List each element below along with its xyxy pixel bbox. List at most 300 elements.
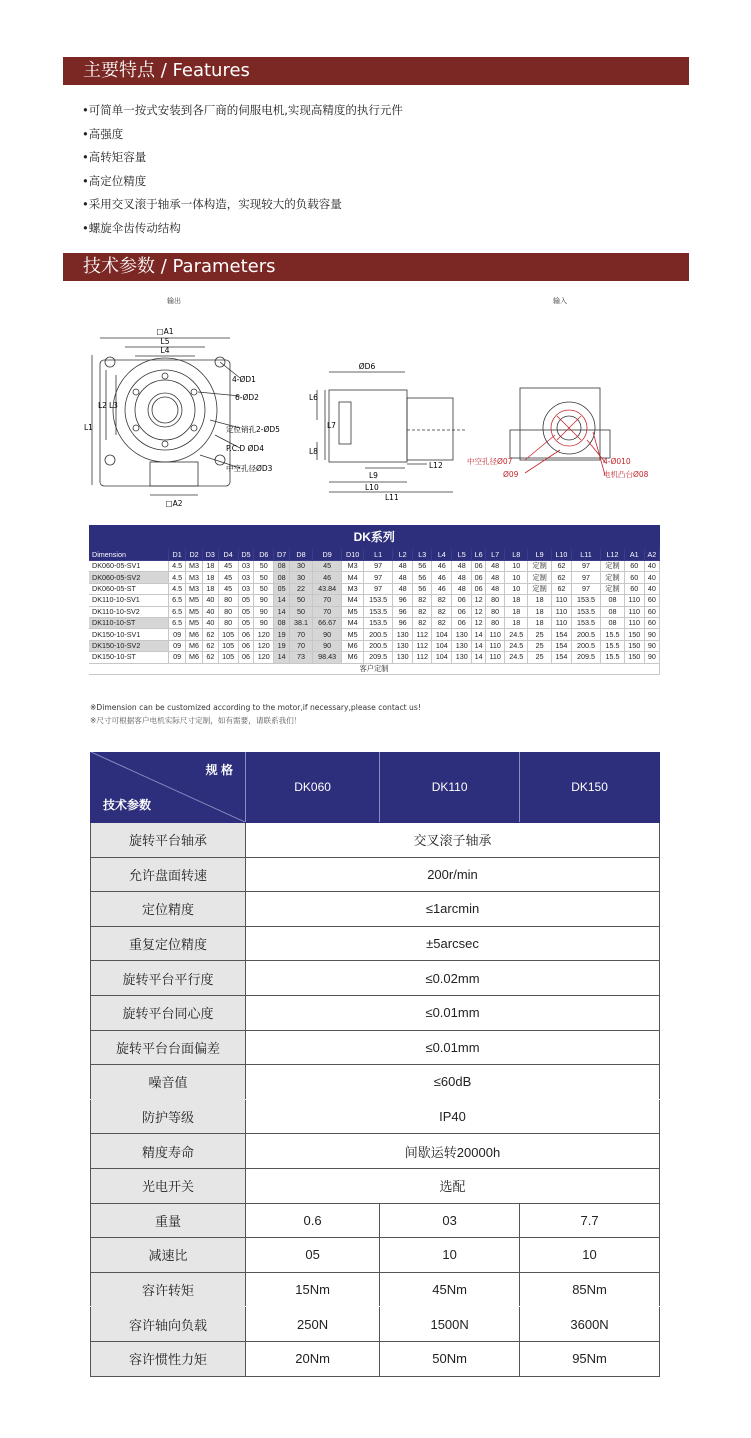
- dk-header-cell: L6: [472, 549, 486, 561]
- dk-value-cell: 62: [551, 583, 571, 594]
- dk-value-cell: 40: [203, 617, 219, 628]
- dk-value-cell: M5: [186, 617, 203, 628]
- dk-value-cell: 6.5: [169, 617, 186, 628]
- param-value-cell: 05: [246, 1238, 380, 1273]
- dk-value-cell: 45: [218, 583, 238, 594]
- param-row: [91, 1065, 660, 1100]
- dk-value-cell: 18: [203, 583, 219, 594]
- dk-value-cell: 120: [254, 652, 274, 663]
- dk-value-cell: 定制: [528, 572, 552, 583]
- dk-value-cell: 62: [551, 561, 571, 572]
- dk-value-cell: 48: [486, 561, 505, 572]
- a1-label: □A1: [156, 327, 174, 336]
- param-label-cell: 精度寿命: [91, 1134, 246, 1169]
- side-view-drawing: [305, 360, 470, 505]
- dk-header-cell: Dimension: [89, 549, 169, 561]
- dk-value-cell: 24.5: [505, 640, 528, 651]
- dk-value-cell: 110: [486, 640, 505, 651]
- param-row: [91, 1203, 660, 1238]
- dk-value-cell: 18: [528, 606, 552, 617]
- dk-value-cell: 15.5: [601, 652, 625, 663]
- dk-value-cell: M6: [186, 640, 203, 651]
- param-value-cell: 95Nm: [520, 1341, 660, 1376]
- dk-value-cell: 70: [313, 595, 342, 606]
- dk-value-cell: 43.84: [313, 583, 342, 594]
- dk-model-cell: DK110-10-SV1: [89, 595, 169, 606]
- dk-value-cell: 209.5: [364, 652, 393, 663]
- dk-value-cell: 4.5: [169, 561, 186, 572]
- dk-value-cell: 82: [413, 595, 432, 606]
- dk-value-cell: 150: [624, 640, 644, 651]
- model-dk060: DK060: [246, 752, 380, 823]
- dk-value-cell: 153.5: [571, 606, 600, 617]
- param-row: [91, 1030, 660, 1065]
- dk-value-cell: 112: [413, 640, 432, 651]
- feature-item: •高强度: [82, 126, 124, 141]
- dk-value-cell: 110: [551, 617, 571, 628]
- dk-value-cell: M4: [342, 572, 364, 583]
- dk-value-cell: 82: [413, 617, 432, 628]
- param-row: [91, 1099, 660, 1134]
- dk-header-cell: L5: [452, 549, 472, 561]
- dk-header-cell: A2: [644, 549, 659, 561]
- d6-label: ØD6: [358, 362, 376, 371]
- dk-value-cell: 200.5: [571, 640, 600, 651]
- dk-value-cell: 08: [274, 572, 290, 583]
- dk-value-cell: 46: [432, 561, 452, 572]
- dk-model-cell: DK150-10-ST: [89, 652, 169, 663]
- dk-value-cell: M3: [186, 572, 203, 583]
- param-row: [91, 1238, 660, 1273]
- dk-value-cell: 154: [551, 629, 571, 640]
- dk-value-cell: 97: [364, 583, 393, 594]
- dk-value-cell: 08: [601, 606, 625, 617]
- model-dk150: DK150: [520, 752, 660, 823]
- param-row: [91, 892, 660, 927]
- dk-value-cell: 48: [393, 561, 413, 572]
- dk-value-cell: 08: [601, 617, 625, 628]
- dk-value-cell: M5: [186, 595, 203, 606]
- dk-value-cell: 06: [452, 606, 472, 617]
- dk-value-cell: 48: [452, 572, 472, 583]
- dk-value-cell: 97: [571, 561, 600, 572]
- dk-header-cell: D3: [203, 549, 219, 561]
- dk-note-en: ※Dimension can be customized according to the motor,if necessary,please contact us!: [90, 703, 421, 712]
- dk-value-cell: 定制: [528, 561, 552, 572]
- dk-value-cell: 50: [289, 606, 312, 617]
- dk-value-cell: 08: [601, 595, 625, 606]
- dk-value-cell: M6: [186, 629, 203, 640]
- dk-value-cell: 06: [472, 583, 486, 594]
- param-value-cell: 3600N: [520, 1307, 660, 1342]
- dk-value-cell: 18: [505, 617, 528, 628]
- dk-value-cell: 90: [254, 595, 274, 606]
- param-value-cell: 1500N: [380, 1307, 520, 1342]
- dk-value-cell: 06: [238, 629, 254, 640]
- param-value-cell: ≤0.02mm: [246, 961, 660, 996]
- dk-value-cell: 48: [393, 583, 413, 594]
- d9-label: Ø09: [503, 470, 519, 479]
- param-label-cell: 光电开关: [91, 1168, 246, 1203]
- dk-value-cell: 50: [254, 583, 274, 594]
- dk-value-cell: 18: [203, 572, 219, 583]
- l6-label: L6: [309, 393, 318, 402]
- param-label-cell: 容许轴向负载: [91, 1307, 246, 1342]
- dk-value-cell: 209.5: [571, 652, 600, 663]
- dk-value-cell: 60: [624, 572, 644, 583]
- dk-value-cell: 05: [238, 606, 254, 617]
- dk-value-cell: M3: [186, 583, 203, 594]
- dk-value-cell: 97: [364, 561, 393, 572]
- dk-table-row: [89, 640, 660, 651]
- dk-value-cell: 60: [644, 606, 659, 617]
- dk-value-cell: 98.43: [313, 652, 342, 663]
- dk-value-cell: 150: [624, 629, 644, 640]
- dk-value-cell: 6.5: [169, 606, 186, 617]
- dk-value-cell: 50: [289, 595, 312, 606]
- param-row: [91, 1341, 660, 1376]
- dk-value-cell: 48: [393, 572, 413, 583]
- param-value-cell: 15Nm: [246, 1272, 380, 1307]
- dk-header-cell: L8: [505, 549, 528, 561]
- dk-value-cell: 14: [472, 640, 486, 651]
- feature-item: •采用交叉滚于轴承一体构造，实现较大的负载容量: [82, 197, 342, 212]
- a2-label: □A2: [165, 499, 183, 508]
- dk-value-cell: 105: [218, 629, 238, 640]
- l2-label: L2: [98, 401, 107, 410]
- dk-header-cell: L12: [601, 549, 625, 561]
- feature-item: •高定位精度: [82, 173, 147, 188]
- dk-header-cell: L10: [551, 549, 571, 561]
- param-value-cell: ≤60dB: [246, 1065, 660, 1100]
- dk-value-cell: M6: [342, 640, 364, 651]
- param-value-cell: 50Nm: [380, 1341, 520, 1376]
- dk-value-cell: 06: [472, 572, 486, 583]
- dk-value-cell: 110: [624, 606, 644, 617]
- dk-value-cell: 56: [413, 572, 432, 583]
- input-label: 输入: [553, 297, 567, 305]
- dk-value-cell: 82: [413, 606, 432, 617]
- param-value-cell: 250N: [246, 1307, 380, 1342]
- dk-value-cell: 82: [432, 595, 452, 606]
- dk-value-cell: 18: [528, 617, 552, 628]
- param-value-cell: ≤0.01mm: [246, 1030, 660, 1065]
- dk-value-cell: M4: [342, 595, 364, 606]
- dk-value-cell: M3: [186, 561, 203, 572]
- param-label-cell: 噪音值: [91, 1065, 246, 1100]
- param-label-cell: 防护等级: [91, 1099, 246, 1134]
- dk-value-cell: 40: [644, 572, 659, 583]
- dk-value-cell: 96: [393, 617, 413, 628]
- param-label-cell: 旋转平台同心度: [91, 995, 246, 1030]
- param-label-cell: 旋转平台台面偏差: [91, 1030, 246, 1065]
- dk-value-cell: 73: [289, 652, 312, 663]
- dk-model-cell: DK060-05-ST: [89, 583, 169, 594]
- param-row: [91, 823, 660, 858]
- dk-value-cell: 06: [452, 595, 472, 606]
- dk-table-row: [89, 595, 660, 606]
- dk-value-cell: 82: [432, 606, 452, 617]
- dk-value-cell: 70: [289, 629, 312, 640]
- dk-value-cell: 19: [274, 629, 290, 640]
- param-value-cell: 200r/min: [246, 857, 660, 892]
- dk-header-cell: L2: [393, 549, 413, 561]
- dk-value-cell: 120: [254, 629, 274, 640]
- param-value-cell: ≤0.01mm: [246, 995, 660, 1030]
- dk-value-cell: 110: [624, 595, 644, 606]
- dk-value-cell: M5: [342, 606, 364, 617]
- dk-value-cell: M3: [342, 583, 364, 594]
- dk-value-cell: 130: [393, 640, 413, 651]
- dk-header-cell: D4: [218, 549, 238, 561]
- dk-value-cell: 14: [274, 652, 290, 663]
- dk-value-cell: M6: [342, 652, 364, 663]
- dk-value-cell: 90: [644, 640, 659, 651]
- dk-value-cell: 06: [472, 561, 486, 572]
- dk-value-cell: 200.5: [364, 629, 393, 640]
- param-label-cell: 旋转平台平行度: [91, 961, 246, 996]
- dk-value-cell: 97: [571, 583, 600, 594]
- dk-value-cell: 80: [486, 606, 505, 617]
- dk-value-cell: 70: [313, 606, 342, 617]
- dk-value-cell: 06: [238, 640, 254, 651]
- l5-label: L5: [160, 337, 170, 346]
- dk-value-cell: 62: [551, 572, 571, 583]
- dk-custom-note: 客户定制: [89, 663, 660, 674]
- d2-label: 6-ØD2: [235, 393, 259, 402]
- back-view-drawing: [465, 380, 665, 490]
- dk-value-cell: 18: [528, 595, 552, 606]
- dk-value-cell: 66.67: [313, 617, 342, 628]
- dk-value-cell: 90: [313, 640, 342, 651]
- dk-model-cell: DK110-10-ST: [89, 617, 169, 628]
- dk-value-cell: 80: [486, 617, 505, 628]
- dk-value-cell: 定制: [528, 583, 552, 594]
- dk-value-cell: 104: [432, 652, 452, 663]
- l1-label: L1: [84, 423, 93, 432]
- dk-value-cell: 6.5: [169, 595, 186, 606]
- dk-value-cell: 05: [238, 617, 254, 628]
- dk-value-cell: 96: [393, 606, 413, 617]
- dk-value-cell: 62: [203, 640, 219, 651]
- dk-value-cell: 97: [571, 572, 600, 583]
- dk-value-cell: 82: [432, 617, 452, 628]
- dk-value-cell: 105: [218, 640, 238, 651]
- dk-value-cell: 60: [644, 595, 659, 606]
- param-row: [91, 1134, 660, 1169]
- param-row: [91, 961, 660, 996]
- output-label: 输出: [167, 297, 181, 305]
- dk-value-cell: 18: [203, 561, 219, 572]
- dk-model-cell: DK150-10-SV1: [89, 629, 169, 640]
- dk-value-cell: 06: [238, 652, 254, 663]
- dk-value-cell: M4: [342, 617, 364, 628]
- dk-value-cell: 200.5: [364, 640, 393, 651]
- dk-header-cell: D1: [169, 549, 186, 561]
- dk-value-cell: 定制: [601, 583, 625, 594]
- dk-value-cell: 110: [551, 595, 571, 606]
- param-value-cell: ≤1arcmin: [246, 892, 660, 927]
- dk-value-cell: 45: [218, 572, 238, 583]
- d5-label: 定位销孔2-ØD5: [226, 425, 280, 434]
- dk-value-cell: 10: [505, 561, 528, 572]
- dk-model-cell: DK060-05-SV2: [89, 572, 169, 583]
- dk-value-cell: M6: [186, 652, 203, 663]
- dk-value-cell: 80: [486, 595, 505, 606]
- dk-value-cell: 60: [624, 561, 644, 572]
- dk-value-cell: 38.1: [289, 617, 312, 628]
- dk-header-cell: L11: [571, 549, 600, 561]
- dk-value-cell: 09: [169, 652, 186, 663]
- param-label: 技术参数: [103, 798, 152, 812]
- param-row: [91, 926, 660, 961]
- l12-label: L12: [429, 461, 443, 470]
- dk-value-cell: 30: [289, 561, 312, 572]
- dk-value-cell: 12: [472, 617, 486, 628]
- d8-label: 电机凸台Ø08: [603, 470, 649, 479]
- dk-value-cell: 154: [551, 652, 571, 663]
- dk-table-row: [89, 583, 660, 594]
- dk-value-cell: 40: [644, 561, 659, 572]
- param-row: [91, 995, 660, 1030]
- param-row: [91, 1168, 660, 1203]
- dk-table-row: [89, 629, 660, 640]
- param-label-cell: 容许转矩: [91, 1272, 246, 1307]
- dk-header-cell: L9: [528, 549, 552, 561]
- dk-value-cell: 09: [169, 640, 186, 651]
- l11-label: L11: [385, 493, 399, 502]
- dk-value-cell: 03: [238, 583, 254, 594]
- dk-dimension-table: [89, 525, 660, 675]
- dk-value-cell: 14: [274, 595, 290, 606]
- dk-value-cell: 96: [393, 595, 413, 606]
- dk-value-cell: 104: [432, 629, 452, 640]
- param-value-cell: 45Nm: [380, 1272, 520, 1307]
- param-value-cell: 03: [380, 1203, 520, 1238]
- model-dk110: DK110: [380, 752, 520, 823]
- param-value-cell: 选配: [246, 1168, 660, 1203]
- dk-value-cell: 56: [413, 561, 432, 572]
- dk-value-cell: 112: [413, 652, 432, 663]
- dk-value-cell: 104: [432, 640, 452, 651]
- dk-value-cell: 45: [313, 561, 342, 572]
- dk-header-cell: D6: [254, 549, 274, 561]
- dk-value-cell: 46: [432, 583, 452, 594]
- dk-value-cell: 25: [528, 629, 552, 640]
- dk-value-cell: 12: [472, 606, 486, 617]
- dk-header-cell: D7: [274, 549, 290, 561]
- dk-value-cell: 22: [289, 583, 312, 594]
- dk-value-cell: 08: [274, 617, 290, 628]
- dk-value-cell: 12: [472, 595, 486, 606]
- dk-value-cell: M3: [342, 561, 364, 572]
- d7-label: 中空孔径Ø07: [467, 457, 513, 466]
- dk-value-cell: 4.5: [169, 572, 186, 583]
- dk-value-cell: 56: [413, 583, 432, 594]
- l4-label: L4: [160, 346, 170, 355]
- features-header: 主要特点 / Features: [63, 57, 689, 85]
- dk-note-cn: ※尺寸可根据客户电机实际尺寸定制，如有需要，请联系我们！: [90, 716, 302, 725]
- dk-value-cell: 08: [274, 561, 290, 572]
- param-value-cell: ±5arcsec: [246, 926, 660, 961]
- param-label-cell: 旋转平台轴承: [91, 823, 246, 858]
- param-value-cell: 85Nm: [520, 1272, 660, 1307]
- dk-value-cell: 153.5: [364, 595, 393, 606]
- param-value-cell: 0.6: [246, 1203, 380, 1238]
- dk-value-cell: 97: [364, 572, 393, 583]
- dk-value-cell: 45: [218, 561, 238, 572]
- l7-label: L7: [327, 421, 336, 430]
- dk-value-cell: 14: [274, 606, 290, 617]
- dk-value-cell: 14: [472, 652, 486, 663]
- l8-label: L8: [309, 447, 318, 456]
- dk-model-cell: DK150-10-SV2: [89, 640, 169, 651]
- dk-value-cell: 80: [218, 606, 238, 617]
- dk-value-cell: 15.5: [601, 629, 625, 640]
- feature-item: •可简单一按式安装到各厂商的伺服电机,实现高精度的执行元件: [82, 103, 403, 117]
- spec-diagonal-cell: [91, 752, 246, 823]
- d10-label: 4-Ø010: [603, 457, 631, 466]
- front-view-drawing: [80, 320, 310, 510]
- dk-table-row: [89, 606, 660, 617]
- dk-value-cell: 15.5: [601, 640, 625, 651]
- dk-header-cell: D8: [289, 549, 312, 561]
- dk-table-row: [89, 561, 660, 572]
- dk-value-cell: 4.5: [169, 583, 186, 594]
- dk-value-cell: 153.5: [364, 606, 393, 617]
- dk-value-cell: 60: [624, 583, 644, 594]
- param-value-cell: 20Nm: [246, 1341, 380, 1376]
- dk-value-cell: 18: [505, 595, 528, 606]
- dk-table-row: [89, 572, 660, 583]
- dk-value-cell: 40: [203, 595, 219, 606]
- dk-value-cell: 03: [238, 572, 254, 583]
- l3-label: L3: [109, 401, 118, 410]
- dk-value-cell: 130: [452, 629, 472, 640]
- parameter-table: [90, 752, 660, 1377]
- dk-value-cell: M5: [186, 606, 203, 617]
- dk-value-cell: 153.5: [571, 595, 600, 606]
- dk-value-cell: 80: [218, 595, 238, 606]
- dk-value-cell: 定制: [601, 561, 625, 572]
- param-label-cell: 重复定位精度: [91, 926, 246, 961]
- param-value-cell: 10: [520, 1238, 660, 1273]
- dk-header-cell: D5: [238, 549, 254, 561]
- dk-value-cell: 05: [238, 595, 254, 606]
- param-label-cell: 定位精度: [91, 892, 246, 927]
- dk-value-cell: 154: [551, 640, 571, 651]
- dk-value-cell: 200.5: [571, 629, 600, 640]
- dk-header-cell: L4: [432, 549, 452, 561]
- d3-label: 中空孔径ØD3: [226, 464, 273, 473]
- dk-value-cell: 112: [413, 629, 432, 640]
- dk-value-cell: 48: [452, 583, 472, 594]
- param-value-cell: 10: [380, 1238, 520, 1273]
- dk-value-cell: 46: [432, 572, 452, 583]
- dk-value-cell: 120: [254, 640, 274, 651]
- l9-label: L9: [369, 471, 378, 480]
- dk-value-cell: 150: [624, 652, 644, 663]
- dk-value-cell: 62: [203, 629, 219, 640]
- dk-value-cell: 24.5: [505, 629, 528, 640]
- dk-table-title: DK系列: [89, 525, 660, 549]
- param-value-cell: 交叉滚子轴承: [246, 823, 660, 858]
- dk-value-cell: 130: [393, 652, 413, 663]
- feature-item: •螺旋伞齿传动结构: [82, 220, 181, 235]
- dk-value-cell: 05: [274, 583, 290, 594]
- param-label-cell: 减速比: [91, 1238, 246, 1273]
- param-label-cell: 容许惯性力矩: [91, 1341, 246, 1376]
